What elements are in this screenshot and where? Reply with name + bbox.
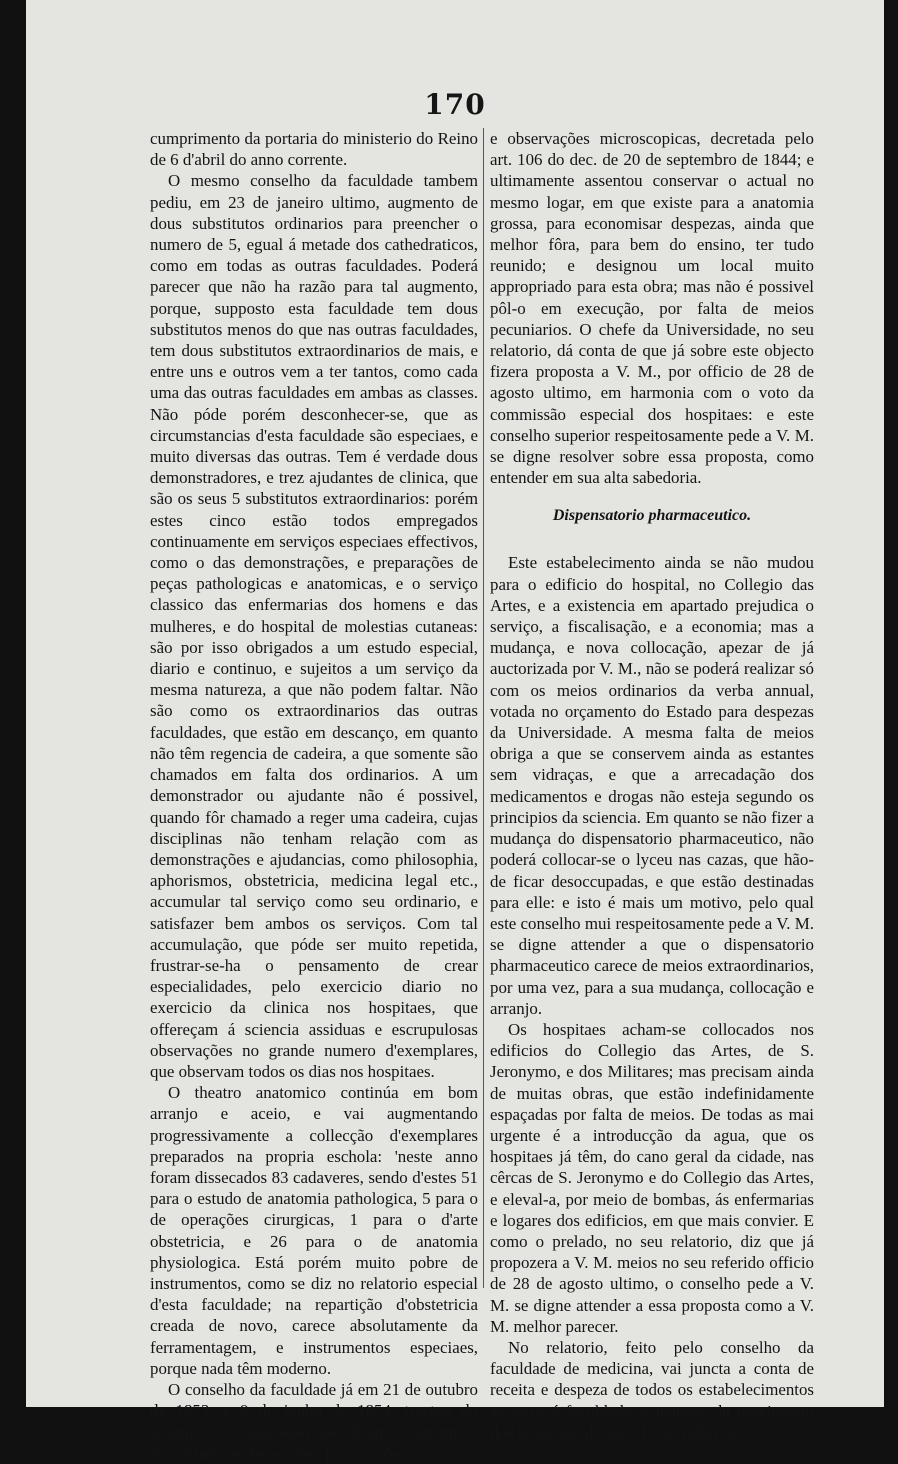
paragraph: No relatorio, feito pelo conselho da faculdade de medicina, vai juncta a conta de receita e despeza de todos os estabelecimentos annexos á faculdade, e mappas do movimento dos hospitaes desde o 1.º de julho de 1853 a xyxy=(490,1337,814,1442)
left-column xyxy=(150,128,478,1464)
paragraph: cumprimento da portaria do ministerio do Reino de 6 d'abril do anno corrente. xyxy=(150,129,478,170)
paragraph: Os hospitaes acham-se collocados nos edificios do Collegio das Artes, de S. Jeronymo, e dos Militares; mas precisam ainda de muitas obras, que estão indefinidamente espaçadas por falta de meios. De todas as mai urgente é a introducção da agua, que os hospitaes já têm, do cano geral da cidade, nas cêrcas de S. Jeronymo e do Collegio das Artes, e eleval-a, por meio de bombas, ás enfermarias e logares dos edificios, em que mais convier. E como o prelado, no seu relatorio, diz que já propozera a V. M. meios no seu referido officio de 28 de agosto ultimo, o conselho pede a V. M. se digne attender a essa proposta como a V. M. melhor parecer. xyxy=(490,1019,814,1336)
paragraph: O conselho da faculdade já em 21 de outubro de 1853, e 9 de junho de 1854, tractou do arranjo, e organisação do theatro anatomico, apropriado ás dissecções, preparações xyxy=(150,1379,478,1463)
paragraph: O theatro anatomico continúa em bom arranjo e aceio, e vai augmentando progressivamente a collecção d'exemplares preparados na propria eschola: 'neste anno foram dissecados 83 cadaveres, sendo d'estes 51 para o estudo de anatomia pathologica, 5 para o de operações cirurgicas, 1 para o d'arte obstetricia, e 26 para o de anatomia physiologica. Está porém muito pobre de instrumentos, como se diz no relatorio especial d'esta faculdade; na repartição d'obstetricia creada de novo, carece absolutamente da ferramentagem, e instrumentos especiaes, porque nada têm moderno. xyxy=(150,1083,478,1378)
paragraph: Este estabelecimento ainda se não mudou para o edificio do hospital, no Collegio das Artes, e a existencia em apartado prejudica o serviço, a fiscalisação, e a economia; mas a mudança, e nova collocação, apezar de já auctorizada por V. M., não se poderá realizar só com os meios ordinarios da verba annual, votada no orçamento do Estado para despezas da Universidade. A mesma falta de meios obriga a que se conservem ainda as estantes sem vidraças, e que a arrecadação dos medicamentos e drogas não esteja segundo os principios da sciencia. Em quanto se não fizer a mudança do dispensatorio pharmaceutico, não poderá collocar-se o lyceu nas cazas, que hão-de ficar desoccupadas, e que estão destinadas para elle: e isto é mais um motivo, pelo qual este conselho mui respeitosamente pede a V. M. se digne attender a que o dispensatorio pharmaceutico carece de meios extraordinarios, por uma vez, para a sua mudança, collocação e arranjo. xyxy=(490,553,814,1018)
page-number: 170 xyxy=(424,88,486,121)
paragraph: O mesmo conselho da faculdade tambem pediu, em 23 de janeiro ultimo, augmento de dous substitutos ordinarios para preencher o numero de 5, egual á metade dos cathedraticos, como em todas as outras faculdades. Poderá parecer que não ha razão para tal augmento, porque, supposto esta faculdade tem dous substitutos menos do que nas outras faculdades, tem dous substitutos extraordinarios de mais, e entre uns e outros vem a ter tantos, como cada uma das outras faculdades em ambas as classes. Não póde porém desconhecer-se, que as circumstancias d'esta faculdade são especiaes, e muito diversas das outras. Tem é verdade dous demonstradores, e trez ajudantes de clinica, que são os seus 5 substitutos extraordinarios: porém estes cinco estão todos empregados continuamente em serviços especiaes effectivos, como o das demonstrações, e preparações de peças pathologicas e anatomicas, e o serviço classico das enfermarias dos homens e das mulheres, e do hospital de molestias cutaneas: são por isso obrigados a um estudo especial, diario e continuo, e sujeitos a um serviço da mesma natureza, a que não podem faltar. Não são como os extraordinarios das outras faculdades, que estão em descanço, em quanto não têm regencia de cadeira, a que somente são chamados em falta dos ordinarios. A um demonstrador ou ajudante não é possivel, quando fôr chamado a reger uma cadeira, cujas disciplinas não tenham relação com as demonstrações e ajudancias, como philosophia, aphorismos, obstetricia, medicina legal etc., accumular tal serviço como seu ordinario, e satisfazer bem ambos os serviços. Com tal accumulação, que póde ser muito repetida, frustrar-se-ha o pensamento de crear especialidades, pelo exercicio diario no exercicio da clinica nos hospitaes, que offereçam á sciencia assiduas e escrupulosas observações no grande numero d'exemplares, que observam todos os dias nos hospitaes. xyxy=(150,171,478,1081)
document-page xyxy=(26,0,884,1463)
section-heading: Dispensatorio pharmaceutico. xyxy=(552,507,752,525)
paragraph: e observações microscopicas, decretada pelo art. 106 do dec. de 20 de septembro de 1844; e ultimamente assentou conservar o actual no mesmo logar, em que existe para a anatomia grossa, para economisar despezas, ainda que melhor fôra, para bem do ensino, ter tudo reunido; e designou um local muito appropriado para esta obra; mas não é possivel pôl-o em execução, por falta de meios pecuniarios. O chefe da Universidade, no seu relatorio, dá conta de que já sobre este objecto fizera proposta a V. M., por officio de 28 de agosto ultimo, em harmonia com o voto da commissão especial dos hospitaes: e este conselho superior respeitosamente pede a V. M. se digne resolver sobre essa proposta, como entender em sua alta sabedoria. xyxy=(490,129,814,488)
column-divider xyxy=(483,128,484,1288)
right-column xyxy=(490,128,814,1443)
